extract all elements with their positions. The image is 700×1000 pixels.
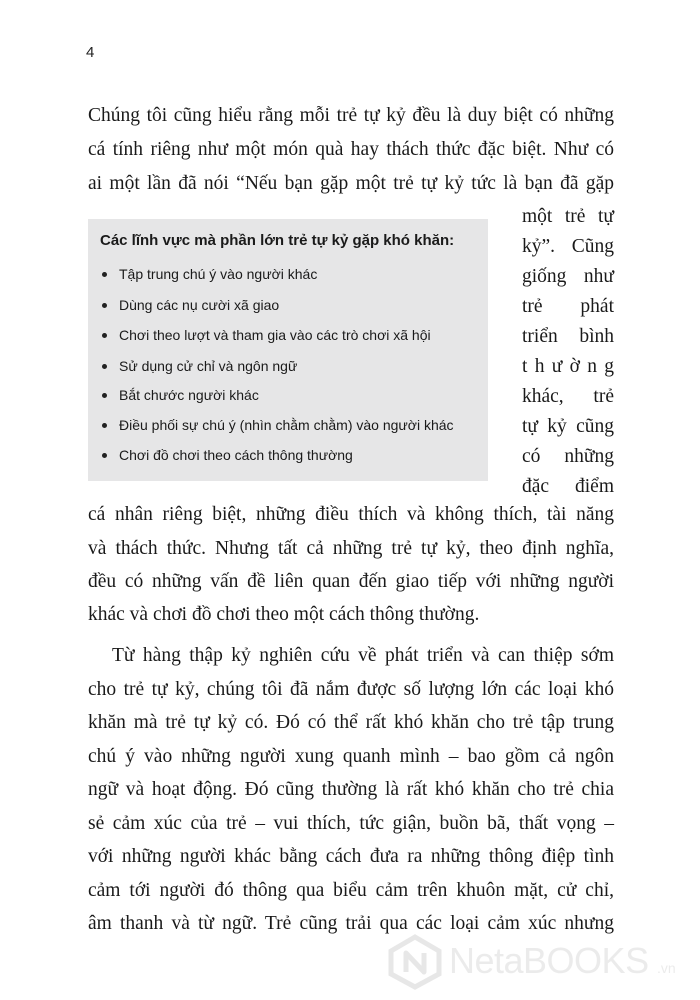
body-text-line: chú ý vào những người xung quanh mình – bao gồm cả ngôn xyxy=(88,746,614,767)
sidebar-item-text: Bắt chước người khác xyxy=(119,387,259,403)
sidebar-item-text: Điều phối sự chú ý (nhìn chằm chằm) vào người khác xyxy=(119,417,454,433)
sidebar-list-item xyxy=(102,266,317,282)
body-text-line: khác và chơi đồ chơi theo một cách thông thường. xyxy=(88,604,480,625)
watermark-suffix: .vn xyxy=(657,960,676,976)
sidebar-list-item xyxy=(102,327,431,343)
body-text-line: có những xyxy=(522,446,614,467)
watermark-brand: NetaBOOKS xyxy=(449,940,649,981)
body-text-line: cá nhân riêng biệt, những điều thích và không thích, tài năng xyxy=(88,504,614,525)
sidebar-item-text: Chơi đồ chơi theo cách thông thường xyxy=(119,447,353,463)
body-text-line: cho trẻ tự kỷ, chúng tôi đã nắm được số lượng lớn các loại khó xyxy=(88,679,614,700)
bullet-icon xyxy=(102,272,107,277)
sidebar-list-item xyxy=(102,417,454,433)
sidebar-item-text: Dùng các nụ cười xã giao xyxy=(119,297,280,313)
body-text-line: triển bình xyxy=(522,326,614,347)
body-text-line: tự kỷ cũng xyxy=(522,416,614,437)
body-text-line: khác, trẻ xyxy=(522,386,614,407)
body-text-line: âm thanh và từ ngữ. Trẻ cũng trải qua các loại cảm xúc nhưng xyxy=(88,913,614,934)
body-text-line: với những người khác bằng cách đưa ra những thông điệp tình xyxy=(88,846,614,867)
body-text-line: t h ư ờ n g xyxy=(522,356,614,377)
bullet-icon xyxy=(102,423,107,428)
netabooks-watermark xyxy=(385,932,695,992)
body-text-line: trẻ phát xyxy=(522,296,614,317)
sidebar-list-item xyxy=(102,358,297,374)
netabooks-logo-icon xyxy=(387,934,443,990)
body-text-line: đều có những vấn đề liên quan đến giao tiếp với những người xyxy=(88,571,614,592)
body-text-line: đặc điểm xyxy=(522,476,614,497)
body-text-line: ngữ và hoạt động. Đó cũng thường là rất khó khăn cho trẻ chia xyxy=(88,779,614,800)
bullet-icon xyxy=(102,453,107,458)
body-text-line: cảm tới người đó thông qua biểu cảm trên khuôn mặt, cử chỉ, xyxy=(88,880,614,901)
body-text-line: một trẻ tự xyxy=(522,206,614,227)
sidebar-item-text: Sử dụng cử chỉ và ngôn ngữ xyxy=(119,358,298,374)
sidebar-list-item xyxy=(102,297,279,313)
bullet-icon xyxy=(102,303,107,308)
page-number: 4 xyxy=(86,44,95,61)
body-text-line: Chúng tôi cũng hiểu rằng mỗi trẻ tự kỷ đều là duy biệt có những xyxy=(88,105,614,126)
body-text-line: kỷ”. Cũng xyxy=(522,236,614,257)
body-text-line: sẻ cảm xúc của trẻ – vui thích, tức giận, buồn bã, thất vọng – xyxy=(88,813,614,834)
body-text-line: cá tính riêng như một món quà hay thách thức đặc biệt. Như có xyxy=(88,139,614,160)
body-text-line: giống như xyxy=(522,266,614,287)
body-text-line: Từ hàng thập kỷ nghiên cứu về phát triển và can thiệp sớm xyxy=(112,645,614,666)
bullet-icon xyxy=(102,333,107,338)
sidebar-list-item xyxy=(102,447,353,463)
sidebar-item-text: Chơi theo lượt và tham gia vào các trò chơi xã hội xyxy=(119,327,431,343)
body-text-line: và thách thức. Nhưng tất cả những trẻ tự kỷ, theo định nghĩa, xyxy=(88,538,614,559)
sidebar-list-item xyxy=(102,387,259,403)
body-text-line: khăn mà trẻ tự kỷ có. Đó có thể rất khó khăn cho trẻ tập trung xyxy=(88,712,614,733)
bullet-icon xyxy=(102,393,107,398)
sidebar-box xyxy=(88,219,488,481)
sidebar-title: Các lĩnh vực mà phần lớn trẻ tự kỷ gặp khó khăn: xyxy=(100,232,455,249)
bullet-icon xyxy=(102,364,107,369)
sidebar-item-text: Tập trung chú ý vào người khác xyxy=(119,266,318,282)
body-text-line: ai một lần đã nói “Nếu bạn gặp một trẻ tự kỷ tức là bạn đã gặp xyxy=(88,173,614,194)
